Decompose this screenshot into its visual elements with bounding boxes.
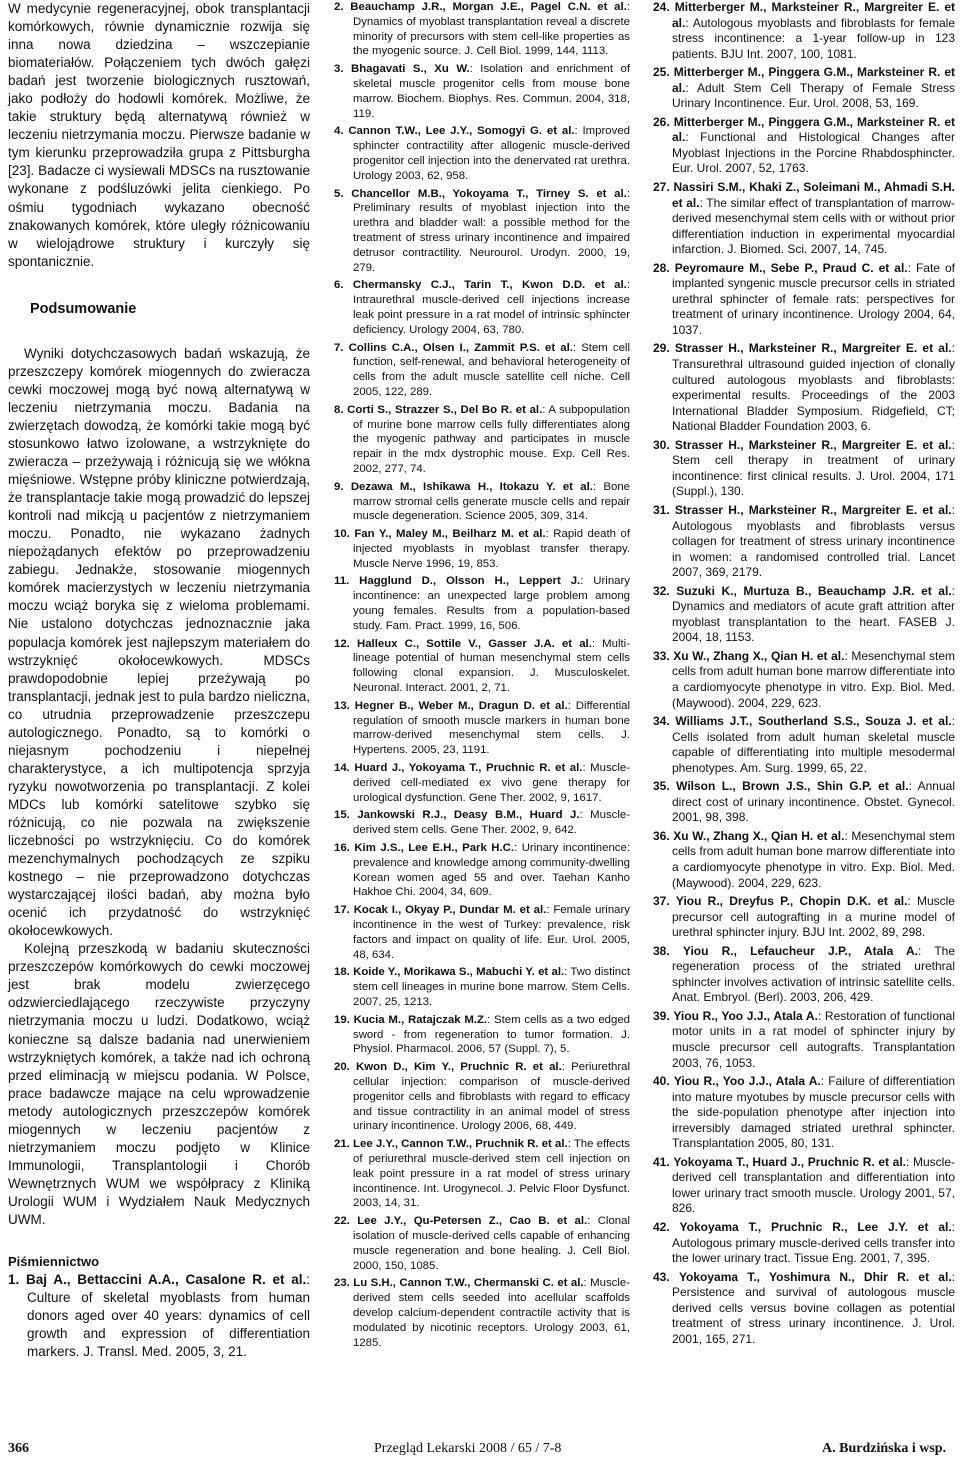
reference-text: : Periurethral cellular injection: comparison of muscle-derived progenitor cells and fibroblasts with regard to efficacy and tissue contractility in an animal model of stress urinary incontinence. Urology 2006, 68, 449. (353, 1061, 630, 1133)
reference-authors: Yiou R., Yoo J.J., Atala A. (673, 1008, 818, 1023)
reference-item (334, 965, 630, 1009)
right-column (653, 0, 955, 1350)
reference-number: 34. (653, 714, 670, 729)
reference-text: : The similar effect of transplantation of marrow-derived mesenchymal stem cells with or without prior differentiation induction in experimental myocardial infarction. J. Biomed. Sci. 2007, 14, 745. (672, 195, 955, 257)
reference-authors: Yokoyama T., Huard J., Pruchnic R. et al. (673, 1154, 907, 1169)
reference-item (653, 894, 955, 941)
reference-number: 43. (653, 1269, 670, 1284)
reference-text: : Muscle-derived cell transplantation and differentiation into lower urinary tract smooth muscle. Urology 2001, 57, 826. (672, 1154, 955, 1216)
reference-item (334, 1214, 630, 1273)
reference-text: : Isolation and enrichment of skeletal muscle progenitor cells from mouse bone marrow. Biochem. Biophys. Res. Commun. 2004, 318, 119. (353, 63, 630, 120)
reference-list-part-1 (8, 1271, 310, 1361)
reference-text: : Transurethral ultrasound guided injection of clonally cultured autologous myoblasts and fibroblasts: experimental results. Proceedings of the 2003 International Bladder Symposium. Ridgefield, CT; National Bladder Foundation 2003, 6. (672, 341, 955, 434)
reference-item (653, 180, 955, 258)
reference-authors: Strasser H., Marksteiner R., Margreiter E. et al. (674, 502, 952, 517)
reference-item (334, 187, 630, 276)
summary-paragraph-2: Kolejną przeszkodą w badaniu skuteczności przeszczepów komórkowych do cewki moczowej jest brak modelu zwierzęcego odzwierciedlającego rzeczywiste przyczyny nietrzymania moczu u ludzi. Dodatkowo, wciąż konieczne są dalsze badania nad unerwieniem wstrzykniętych komórek, a także nad ich ochroną przed eliminacją w miejscu podania. W Polsce, prace badawcze mające na celu wprowadzenie metody autologicznych przeszczepów komórek miogennych w leczeniu pacjentów z nietrzymaniem moczu podjęto w Klinice Immunologii, Transplantologii i Chorób Wewnętrznych WUM we współpracy z Kliniką Urologii WUM i Wydziałem Nauk Medycznych UWM. (8, 941, 310, 1227)
reference-item (334, 480, 630, 524)
reference-number: 24. (653, 0, 670, 14)
reference-authors: Chermansky C.J., Tarin T., Kwon D.D. et al. (352, 279, 627, 292)
reference-number: 26. (653, 114, 670, 129)
reference-authors: Hegner B., Weber M., Dragun D. et al. (354, 699, 568, 712)
reference-number: 28. (653, 260, 670, 275)
reference-item (334, 808, 630, 838)
reference-number: 33. (653, 648, 670, 663)
reference-item (653, 341, 955, 434)
reference-authors: Mitterberger M., Marksteiner R., Margreiter E. et al. (672, 0, 956, 30)
reference-item (653, 779, 955, 826)
reference-number: 15. (334, 809, 350, 822)
reference-item (653, 584, 955, 646)
reference-number: 10. (334, 528, 350, 541)
bibliography-title: Piśmiennictwo (8, 1254, 100, 1270)
reference-authors: Xu W., Zhang X., Qian H. et al. (673, 648, 845, 663)
reference-number: 37. (653, 894, 670, 909)
reference-item (8, 1271, 310, 1361)
reference-text: : Dynamics and mediators of acute graft attrition after myoblast transplantation to the heart. FASEB J. 2004, 18, 1153. (672, 583, 955, 645)
reference-text: : The regeneration process of the striated urethral sphincter involves activation of intrinsic satellite cells. Anat. Embryol. (Berl). 2003, 206, 429. (672, 943, 956, 1005)
reference-item (653, 115, 955, 177)
middle-column (334, 0, 630, 1353)
reference-item (653, 829, 955, 891)
reference-text: : Multi-lineage potential of human mesenchymal stem cells following clonal expansion. J. Musculoskelet. Neuronal. Interact. 2001, 2, 71. (353, 637, 630, 695)
reference-text: : Intraurethral muscle-derived cell injections increase leak point pressure in a rat model of intrinsic sphincter deficiency. Urology 2004, 63, 780. (353, 279, 631, 336)
reference-item (653, 1270, 955, 1348)
reference-number: 14. (334, 762, 350, 775)
reference-text: : Urinary incontinence: prevalence and knowledge among community-dwelling Korean women aged 55 and over. Taehan Kanho Hakhoe Chi. 2004, 34, 609. (353, 842, 631, 899)
reference-number: 4. (334, 125, 344, 138)
reference-list-part-2 (334, 0, 630, 1350)
reference-text: : Mesenchymal stem cells from adult human bone marrow differentiate into a cardiomyocyte phenotype in vitro. Exp. Biol. Med. (Maywood). 2004, 229, 623. (672, 828, 955, 890)
reference-text: : Muscle-derived stem cells seeded into acellular scaffolds develop calcium-dependent contractile activity that is modulated by nicotinic receptors. Urology 2003, 61, 1285. (353, 1277, 630, 1349)
reference-text: : Stem cell therapy in treatment of urinary incontinence: first clinical results. J. Urol. 2004, 171 (Suppl.), 130. (672, 437, 955, 499)
reference-authors: Baj A., Bettaccini A.A., Casalone R. et al. (26, 1272, 307, 1288)
reference-number: 40. (653, 1074, 670, 1089)
reference-item (334, 1060, 630, 1134)
reference-number: 38. (653, 943, 670, 958)
reference-authors: Huard J., Yokoyama T., Pruchnic R. et al. (354, 762, 583, 775)
reference-text: : Functional and Histological Changes after Myoblast Injections in the Porcine Rhabdosphincter. Eur. Urol. 2007, 52, 1763. (672, 130, 955, 176)
reference-item (653, 649, 955, 711)
reference-number: 12. (334, 637, 350, 650)
reference-authors: Dezawa M., Ishikawa H., Itokazu Y. et al. (350, 480, 593, 493)
reference-authors: Hagglund D., Olsson H., Leppert J. (359, 575, 581, 588)
reference-text: : Urinary incontinence: an unexpected large problem among young females. Results from a population-based study. Fam. Pract. 1999, 16, 506. (353, 575, 630, 632)
reference-number: 30. (653, 437, 670, 452)
reference-authors: Strasser H., Marksteiner R., Margreiter E. et al. (674, 341, 952, 356)
reference-number: 2. (334, 1, 344, 13)
reference-number: 39. (653, 1008, 670, 1023)
reference-authors: Cannon T.W., Lee J.Y., Somogyi G. et al. (348, 125, 575, 138)
reference-authors: Williams J.T., Southerland S.S., Souza J. et al. (675, 714, 952, 729)
reference-number: 3. (334, 63, 344, 76)
reference-number: 16. (334, 842, 350, 855)
reference-number: 35. (653, 779, 670, 794)
reference-item (334, 637, 630, 696)
left-column (8, 0, 310, 1364)
reference-item (653, 1009, 955, 1071)
reference-text: : Autologous myoblasts and fibroblasts for female stress incontinence: a 1-year follow-up in 123 patients. BJU Int. 2007, 100, 1081. (672, 15, 955, 61)
reference-item (653, 1074, 955, 1152)
reference-authors: Wilson L., Brown J.S., Shin G.P. et al. (676, 779, 909, 794)
reference-number: 17. (334, 904, 350, 917)
reference-item (334, 62, 630, 121)
intro-paragraph: W medycynie regeneracyjnej, obok transplantacji komórkowych, równie dynamicznie rozwija się inna nowa dziedzina – wszczepianie biomateriałów. Połączeniem tych dwóch gałęzi badań jest tworzenie biologicznych rusztowań, jako podłoży do hodowli komórek. Możliwe, że takie struktury będą alternatywą również w leczeniu nietrzymania moczu. Pierwsze badanie w tym kierunku przeprowadziła grupa z Pittsburgha [23]. Badacze ci wysiewali MDSCs na rusztowanie wykonane z podśluzówki jelita cienkiego. Po ośmiu tygodniach wykazano obecność znakowanych komórek, które uległy różnicowaniu w wielojądrowe struktury i kurczyły się spontanicznie. (8, 1, 310, 269)
reference-text: : Differential regulation of smooth muscle markers in human bone marrow-derived mesenchymal stem cells. J. Hypertens. 2005, 23, 1191. (353, 699, 630, 757)
reference-number: 36. (653, 828, 670, 843)
reference-authors: Fan Y., Maley M., Beilharz M. et al. (354, 528, 546, 541)
reference-item (334, 761, 630, 805)
reference-text: : Improved sphincter contractility after allogenic muscle-derived progenitor cell injection into the denervated rat urethra. Urology 2003, 62, 958. (353, 125, 631, 182)
reference-item (334, 341, 630, 400)
reference-authors: Kucia M., Ratajczak M.Z. (353, 1013, 488, 1026)
reference-item (334, 903, 630, 962)
reference-text: : Fate of implanted syngenic muscle precursor cells in striated urethral sphincter of female rats: perspectives for treatment of urinary incontinence. Urology 2004, 64, 1037. (672, 260, 955, 337)
reference-list-part-3 (653, 0, 955, 1347)
reference-item (334, 841, 630, 900)
reference-text: : Culture of skeletal myoblasts from human donors aged over 40 years: dynamics of cell growth and expression of differentiation markers. J. Transl. Med. 2005, 3, 21. (27, 1272, 310, 1360)
reference-text: : Autologous myoblasts and fibroblasts versus collagen for treatment of stress urinary incontinence in women: a randomised controlled trial. Lancet 2007, 369, 2179. (672, 502, 955, 580)
reference-number: 18. (334, 966, 350, 979)
reference-authors: Lu S.H., Cannon T.W., Chermanski C. et al. (353, 1277, 584, 1290)
reference-authors: Collins C.A., Olsen I., Zammit P.S. et al. (348, 341, 573, 354)
reference-item (334, 1137, 630, 1211)
reference-number: 13. (334, 699, 350, 712)
reference-authors: Corti S., Strazzer S., Del Bo R. et al. (347, 403, 543, 416)
reference-authors: Mitterberger M., Pinggera G.M., Marksteiner R. et al. (672, 114, 955, 145)
section-heading-summary: Podsumowanie (30, 300, 137, 317)
reference-authors: Kim J.S., Lee E.H., Park H.C. (354, 842, 515, 855)
reference-text: : Bone marrow stromal cells generate muscle cells and repair muscle degeneration. Science 2005, 309, 314. (353, 480, 630, 523)
reference-authors: Koide Y., Morikawa S., Mabuchi Y. et al. (353, 966, 565, 979)
reference-authors: Mitterberger M., Pinggera G.M., Marksteiner R. et al. (672, 65, 955, 95)
reference-number: 9. (334, 480, 344, 493)
reference-item (334, 1276, 630, 1350)
reference-authors: Yiou R., Lefaucheur J.P., Atala A. (682, 943, 919, 958)
reference-authors: Kwon D., Kim Y., Pruchnic R. et al. (356, 1061, 562, 1074)
reference-text: : Preliminary results of myoblast injection into the urethra and bladder wall: a possible method for the treatment of stress urinary incontinence and impaired detrusor contractility. Neurourol. Urodyn. 2000, 19, 279. (353, 187, 631, 274)
reference-text: : Stem cell function, self-renewal, and behavioral heterogeneity of cells from the adult muscle satellite cell niche. Cell 2005, 122, 289. (353, 341, 630, 398)
reference-number: 5. (334, 187, 344, 200)
reference-authors: Yokoyama T., Yoshimura N., Dhir R. et al. (678, 1269, 952, 1284)
reference-item (334, 574, 630, 633)
reference-item (334, 1013, 630, 1057)
reference-number: 42. (653, 1220, 670, 1235)
reference-text: : Dynamics of myoblast transplantation reveal a discrete minority of precursors with stem cell-like properties as the myogenic source. J. Cell Biol. 1999, 144, 1113. (353, 1, 630, 58)
journal-info: Przegląd Lekarski 2008 / 65 / 7-8 (374, 1441, 562, 1456)
reference-item (653, 1155, 955, 1217)
reference-item (334, 278, 630, 337)
reference-item (653, 65, 955, 112)
reference-text: : Rapid death of injected myoblasts in myoblast transfer therapy. Muscle Nerve 1996, 19, 853. (353, 528, 630, 570)
reference-text: : Adult Stem Cell Therapy of Female Stress Urinary Incontinence. Eur. Urol. 2008, 53, 169. (672, 80, 955, 111)
reference-text: : The effects of periurethral muscle-derived stem cell injection on leak point pressure in a rat model of stress urinary incontinence. Int. Urogynecol. J. Pelvic Floor Dysfunct. 2003, 14, 31. (353, 1138, 630, 1210)
reference-authors: Jankowski R.J., Deasy B.M., Huard J. (357, 809, 580, 822)
reference-text: : Muscle precursor cell autografting in a murine model of urethral sphincter injury. BJU Int. 2002, 89, 298. (672, 894, 955, 940)
reference-authors: Strasser H., Marksteiner R., Margreiter E. et al. (674, 437, 952, 452)
reference-item (653, 503, 955, 581)
reference-number: 7. (334, 341, 344, 354)
summary-paragraph-1: Wyniki dotychczasowych badań wskazują, że przeszczepy komórek miogennych do zwieracza cewki moczowej mogą być nową alternatywą w leczeniu nietrzymania moczu. Badania na zwierzętach dowodzą, że komórki takie mogą być stosunkowo łatwo izolowane, a wstrzyknięte do zwieracza – przeżywają i różnicują się we włókna mięśniowe. Wstępne próby kliniczne potwierdzają, że transplantacje takie mogą prowadzić do lepszej kontroli nad mikcją u pacjentów z nietrzymaniem moczu. Ponadto, nie wykazano żadnych niepożądanych efektów po przeprowadzeniu zabiegu. Jednakże, stosowanie miogennych komórek macierzystych w leczeniu nietrzymania moczu wciąż boryka się z wieloma problemami. Nie ustalono dotychczas jednoznacznie jaka populacja komórek jest najlepszym materiałem do wstrzyknięć okołocewkowych. MDSCs prawdopodobnie lepiej przeżywają po transplantacji, jednak jest to pula bardzo nieliczna, co utrudnia przeprowadzenie przeszczepu autologicznego. Ponadto, są to komórki o niejasnym pochodzeniu i niepełnej charakterystyce, a ich multipotencja sprzyja ryzyku nowotworzenia po transplantacji. Z kolei MDCs lub komórki satelitowe szybko się różnicują, co nie pozwala na zwiększenie liczebności po wstrzyknięciu. Co do komórek mezenchymalnych pochodzących ze szpiku kostnego – nie przeprowadzono dotychczas wystarczającej ilości badań, aby można było ocenić ich przydatność do wstrzyknięć okołocewkowych. (8, 345, 310, 939)
reference-number: 23. (334, 1277, 350, 1290)
reference-text: : Persistence and survival of autologous muscle derived cells versus bovine collagen as potential treatment of stress urinary incontinence. J. Urol. 2001, 165, 271. (672, 1269, 955, 1346)
reference-text: : Autologous primary muscle-derived cells transfer into the lower urinary tract. Tissue Eng. 2001, 7, 395. (672, 1220, 956, 1266)
reference-authors: Kocak I., Okyay P., Dundar M. et al. (353, 904, 547, 917)
reference-text: : Mesenchymal stem cells from adult human bone marrow differentiate into a cardiomyocyte phenotype in vitro. Exp. Biol. Med. (Maywood). 2004, 229, 623. (672, 648, 955, 710)
reference-text: : Failure of differentiation into mature myotubes by muscle precursor cells with the side-population phenotype after injection into irreversibly damaged striated urethral sphincter. Transplantation 2005, 80, 131. (672, 1074, 955, 1151)
reference-authors: Yiou R., Dreyfus P., Chopin D.K. et al. (675, 894, 908, 909)
reference-number: 32. (653, 583, 670, 598)
page-number: 366 (8, 1441, 29, 1456)
reference-text: : Muscle-derived cell-mediated ex vivo gene therapy for urological dysfunction. Gene Ther. 2002, 9, 1617. (353, 762, 631, 804)
reference-text: : Annual direct cost of urinary incontinence. Obstet. Gynecol. 2001, 98, 398. (672, 779, 955, 825)
reference-item (653, 0, 955, 62)
reference-item (653, 1220, 955, 1267)
reference-text: : Clonal isolation of muscle-derived cells capable of enhancing muscle regeneration and bone healing. J. Cell Biol. 2000, 150, 1085. (353, 1215, 630, 1272)
reference-authors: Lee J.Y., Qu-Petersen Z., Cao B. et al. (357, 1215, 588, 1228)
reference-number: 25. (653, 65, 670, 80)
reference-number: 22. (334, 1215, 350, 1228)
reference-text: : Muscle-derived stem cells. Gene Ther. 2002, 9, 642. (353, 809, 631, 837)
reference-authors: Peyromaure M., Sebe P., Praud C. et al. (674, 260, 908, 275)
reference-number: 6. (334, 279, 344, 292)
reference-authors: Beauchamp J.R., Morgan J.E., Pagel C.N. et al. (350, 1, 627, 13)
reference-text: : Restoration of functional motor units in a rat model of sphincter injury by muscle precursor cell autografts. Transplantation 2003, 76, 1053. (672, 1008, 956, 1070)
reference-number: 11. (334, 575, 350, 588)
reference-item (653, 944, 955, 1006)
reference-text: : Stem cells as a two edged sword - from regeneration to tumor formation. J. Physiol. Pharmacol. 2006, 57 (Suppl. 7), 5. (353, 1013, 630, 1056)
reference-text: : Cells isolated from adult human skeletal muscle capable of differentiating into multiple mesodermal phenotypes. Am. Surg. 1999, 65, 22. (672, 714, 955, 775)
reference-number: 1. (8, 1272, 20, 1288)
reference-item (334, 124, 630, 183)
reference-item (653, 261, 955, 339)
reference-authors: Yiou R., Yoo J.J., Atala A. (673, 1074, 821, 1089)
reference-number: 21. (334, 1138, 350, 1151)
reference-item (334, 403, 630, 477)
footer-author: A. Burdzińska i wsp. (822, 1441, 947, 1456)
reference-item (334, 0, 630, 59)
reference-number: 29. (653, 341, 670, 356)
reference-authors: Lee J.Y., Cannon T.W., Pruchnik R. et al. (353, 1138, 568, 1151)
reference-number: 31. (653, 502, 670, 517)
reference-text: : Female urinary incontinence in the west of Turkey: prevalence, risk factors and impact on quality of life. Eur. Urol. 2005, 48, 634. (353, 904, 630, 961)
reference-authors: Xu W., Zhang X., Qian H. et al. (673, 828, 845, 843)
reference-text: : A subpopulation of murine bone marrow cells fully differentiates along the myogenic pathway and participates in muscle repair in the mdx dystrophic mouse. Exp. Cell Res. 2002, 277, 74. (353, 403, 630, 475)
reference-number: 41. (653, 1154, 670, 1169)
reference-authors: Halleux C., Sottile V., Gasser J.A. et al. (356, 637, 592, 650)
reference-item (653, 714, 955, 776)
reference-number: 27. (653, 180, 670, 195)
reference-authors: Nassiri S.M., Khaki Z., Soleimani M., Ahmadi S.H. et al. (672, 180, 955, 210)
reference-authors: Bhagavati S., Xu W. (350, 63, 470, 76)
reference-authors: Chancellor M.B., Yokoyama T., Tirney S. et al. (351, 187, 627, 200)
reference-authors: Yokoyama T., Pruchnic R., Lee J.Y. et al. (679, 1220, 952, 1235)
reference-number: 8. (334, 403, 344, 416)
reference-number: 20. (334, 1061, 350, 1074)
reference-item (334, 699, 630, 758)
reference-item (334, 527, 630, 571)
reference-authors: Suzuki K., Murtuza B., Beauchamp J.R. et al. (676, 583, 952, 598)
reference-text: : Two distinct stem cell lineages in murine bone marrow. Stem Cells. 2007, 25, 1213. (353, 966, 630, 1008)
reference-item (653, 438, 955, 500)
reference-number: 19. (334, 1013, 350, 1026)
